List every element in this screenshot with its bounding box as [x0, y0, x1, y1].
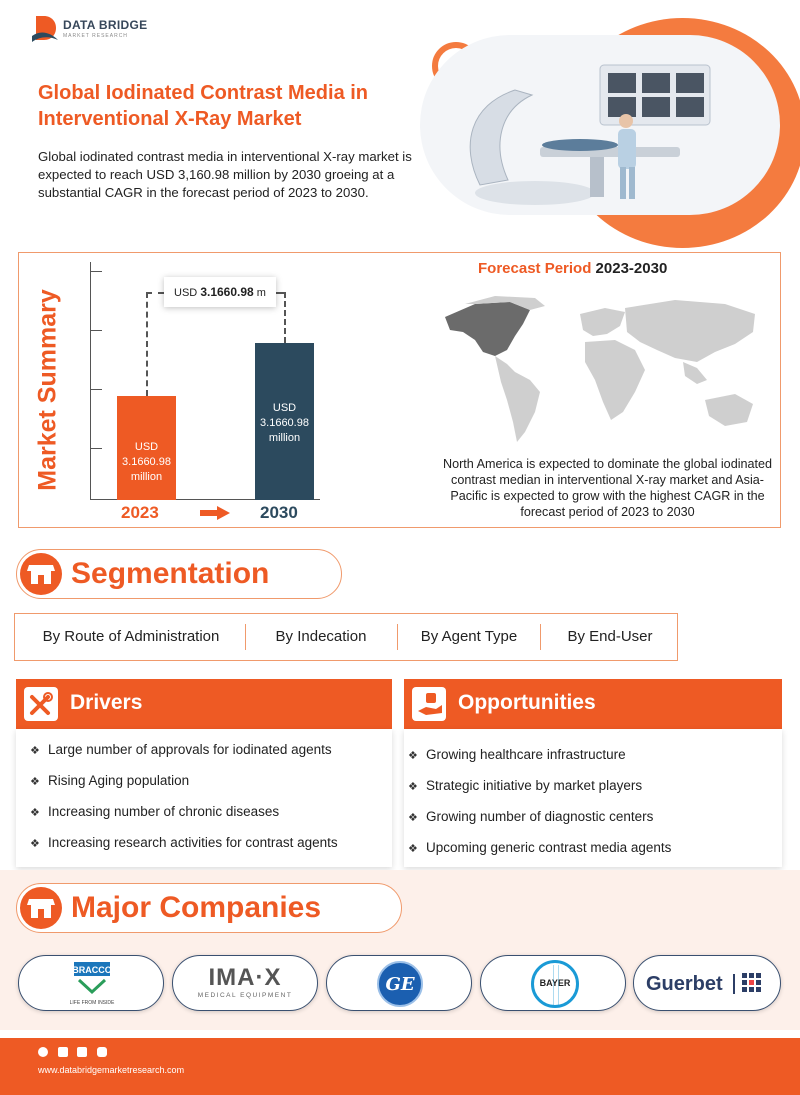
website-link[interactable]: www.databridgemarketresearch.com	[38, 1065, 185, 1075]
bar-2023	[117, 396, 176, 500]
diamond-bullet-icon: ❖	[30, 807, 40, 819]
guerbet-name: Guerbet	[646, 973, 723, 995]
callout-value: 3.1660.98	[200, 285, 254, 299]
driver-item	[30, 773, 189, 788]
brand-logo	[30, 14, 170, 48]
opportunities-list	[404, 729, 782, 867]
logo-name: DATA BRIDGE	[63, 18, 148, 32]
bayer-name: BAYER	[539, 978, 571, 988]
twitter-icon[interactable]	[77, 1047, 87, 1057]
opportunity-item	[408, 840, 671, 855]
diamond-bullet-icon: ❖	[30, 838, 40, 850]
segmentation-tabs	[14, 613, 678, 661]
segment-indication[interactable]: By Indecation	[275, 628, 367, 645]
diamond-bullet-icon: ❖	[30, 745, 40, 757]
major-companies-header	[16, 883, 402, 933]
opportunity-item	[408, 747, 626, 762]
driver-text: Rising Aging population	[48, 773, 190, 788]
diamond-bullet-icon: ❖	[408, 843, 418, 855]
segment-divider	[397, 624, 398, 650]
segment-agent-type[interactable]: By Agent Type	[420, 628, 518, 645]
drivers-header	[16, 679, 392, 729]
diamond-bullet-icon: ❖	[408, 750, 418, 762]
segmentation-title: Segmentation	[71, 557, 270, 590]
map-oceania	[705, 394, 753, 426]
forecast-label: Forecast Period	[478, 260, 592, 277]
opportunity-item	[408, 809, 653, 824]
diamond-bullet-icon: ❖	[408, 812, 418, 824]
driver-text: Increasing number of chronic diseases	[48, 804, 280, 819]
forecast-years: 2023-2030	[595, 260, 668, 277]
drivers-list	[16, 729, 392, 867]
driver-text: Large number of approvals for iodinated agents	[48, 742, 332, 757]
y-axis-tick	[90, 448, 102, 449]
diamond-bullet-icon: ❖	[30, 776, 40, 788]
driver-item	[30, 835, 338, 850]
whatsapp-icon[interactable]	[38, 1047, 48, 1057]
callout-leader-2023	[146, 292, 148, 396]
bar-2030	[255, 343, 314, 500]
opportunity-text: Growing healthcare infrastructure	[426, 747, 626, 762]
page-title: Global Iodinated Contrast Media in Interventional X-Ray Market	[38, 82, 369, 130]
guerbet-grid-icon	[742, 973, 762, 993]
driver-text: Increasing research activities for contrast agents	[48, 835, 338, 850]
callout-connector-left	[146, 292, 164, 294]
ge-name: GE	[385, 974, 415, 995]
logo-mark-icon	[30, 14, 60, 48]
map-north-america	[445, 302, 530, 356]
store-icon	[20, 553, 62, 595]
forecast-period-heading	[478, 260, 667, 277]
drivers-title: Drivers	[70, 691, 143, 714]
bracco-tagline: LIFE FROM INSIDE	[69, 1000, 115, 1006]
segment-end-user[interactable]: By End-User	[567, 628, 653, 645]
company-ge	[326, 955, 472, 1011]
y-axis-tick	[90, 389, 102, 390]
opportunity-text: Upcoming generic contrast media agents	[426, 840, 672, 855]
callout-suffix: m	[256, 287, 266, 299]
instagram-icon[interactable]	[97, 1047, 107, 1057]
imax-tagline: MEDICAL EQUIPMENT	[197, 992, 293, 999]
diamond-bullet-icon: ❖	[408, 781, 418, 793]
tools-icon	[24, 687, 58, 721]
driver-item	[30, 804, 279, 819]
bar-2030-line2: 3.1660.98	[260, 417, 309, 429]
map-europe	[580, 308, 625, 336]
angiography-room-icon	[420, 35, 780, 215]
intro-text: Global iodinated contrast media in interventional X-ray market is expected to reach USD 3,160.98 million by 2030 groeing at a substantial CAGR in the forecast period of 2023 to 2030.	[38, 149, 412, 200]
map-south-america	[495, 356, 540, 442]
market-summary-label	[18, 252, 78, 528]
y-axis-tick	[90, 271, 102, 272]
hero-illustration	[420, 35, 780, 215]
driver-item	[30, 742, 332, 757]
growth-callout	[164, 277, 276, 307]
bar-2023-line1: USD	[134, 441, 159, 453]
bracco-name: BRACCO	[72, 965, 112, 975]
y-axis-tick	[90, 330, 102, 331]
bar-2023-line3: million	[130, 471, 163, 483]
guerbet-divider	[733, 974, 735, 994]
year-end-label: 2030	[260, 503, 298, 522]
segmentation-header	[16, 549, 342, 599]
segment-route-of-administration[interactable]: By Route of Administration	[42, 628, 220, 645]
ge-logo-icon	[377, 961, 423, 1007]
market-summary-text: Market Summary	[33, 289, 62, 491]
major-companies-title: Major Companies	[71, 891, 322, 924]
logo-tagline: MARKET RESEARCH	[63, 33, 128, 39]
callout-leader-2030	[284, 292, 286, 343]
world-map	[435, 292, 770, 452]
opportunity-text: Growing number of diagnostic centers	[426, 809, 654, 824]
opportunity-text: Strategic initiative by market players	[426, 778, 643, 793]
facebook-icon[interactable]	[58, 1047, 68, 1057]
company-bayer	[480, 955, 626, 1011]
bar-2023-line2: 3.1660.98	[122, 456, 171, 468]
map-africa	[585, 340, 645, 420]
year-start-label: 2023	[121, 503, 159, 522]
segment-divider	[245, 624, 246, 650]
segment-divider	[540, 624, 541, 650]
region-summary-text: North America is expected to dominate the global iodinated contrast median in interventional X-ray market and Asia-Pacific is expected to grow with the highest CAGR in the forecast period of 2023 to 2030	[442, 457, 773, 519]
opportunities-title: Opportunities	[458, 691, 596, 714]
imax-name: IMA·X	[208, 964, 282, 991]
hand-growth-icon	[412, 687, 446, 721]
callout-prefix: USD	[174, 287, 198, 299]
footer	[0, 1038, 800, 1095]
map-asia	[625, 300, 755, 362]
company-imax	[172, 955, 318, 1011]
store-icon	[20, 887, 62, 929]
bayer-logo-icon	[531, 960, 579, 1008]
company-guerbet	[633, 955, 781, 1011]
chart-y-axis	[90, 262, 91, 500]
bracco-logo-icon	[19, 956, 165, 1012]
opportunity-item	[408, 778, 642, 793]
company-bracco	[18, 955, 164, 1011]
arrow-right-icon	[200, 506, 230, 520]
bar-2030-line1: USD	[272, 402, 297, 414]
bar-2030-line3: million	[268, 432, 301, 444]
opportunities-header	[404, 679, 782, 729]
